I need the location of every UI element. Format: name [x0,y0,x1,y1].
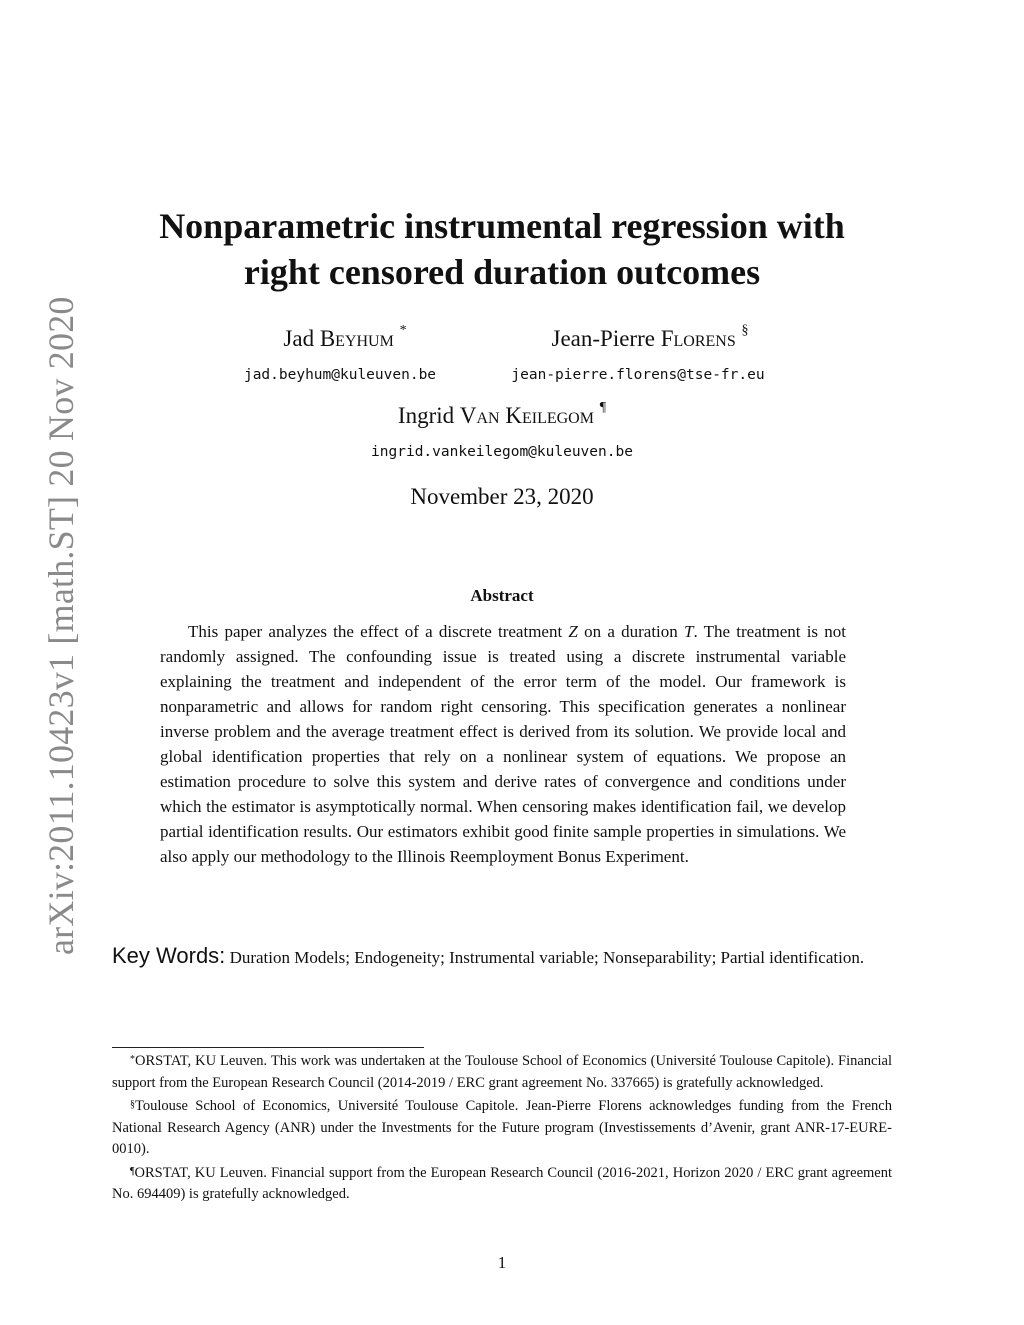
author-first-name: Jean-Pierre [551,326,655,351]
footnote-text: Toulouse School of Economics, Université Toulouse Capitole. Jean-Pierre Florens acknowledges funding from the French National Research Agency (ANR) under the Investments for the Future program (Investissements d’Avenir, grant ANR-17-EURE-0010). [112,1098,892,1157]
math-variable-z: Z [568,622,578,641]
author-beyhum [210,323,480,352]
footnote-text: ORSTAT, KU Leuven. This work was undertaken at the Toulouse School of Economics (Université Toulouse Capitole). Financial support from the European Research Council (2014-2019 / ERC grant agreement No. 337665) is gratefully acknowledged. [112,1053,892,1091]
author-first-name: Jad [283,326,315,351]
keywords [112,942,892,971]
author-email[interactable]: jad.beyhum@kuleuven.be [243,367,437,383]
author-last-name: Florens [660,326,736,351]
footnote-mark: § [130,1099,135,1110]
footnote-item [112,1163,892,1206]
footnote-item [112,1051,892,1094]
paper-title [100,203,904,295]
arxiv-identifier-stamp: arXiv:2011.10423v1 [math.ST] 20 Nov 2020 [41,296,81,955]
author-first-name: Ingrid [397,403,455,428]
title-line-1: Nonparametric instrumental regression with [159,206,845,246]
math-variable-t: T [684,622,694,641]
publication-date: November 23, 2020 [410,484,594,509]
footnote-text: ORSTAT, KU Leuven. Financial support from the European Research Council (2016-2021, Horizon 2020 / ERC grant agreement No. 694409) is gratefully acknowledged. [112,1164,892,1202]
keywords-label: Key Words: [112,943,226,968]
author-email[interactable]: ingrid.vankeilegom@kuleuven.be [371,444,633,460]
abstract-text-part: on a duration [577,622,684,641]
footnote-mark: * [130,1054,135,1065]
keywords-text: Duration Models; Endogeneity; Instrumental variable; Nonseparability; Partial identification. [225,948,865,967]
footnotes [112,1051,892,1208]
author-last-name: Beyhum [319,326,394,351]
footnote-mark: ¶ [130,1165,135,1177]
abstract-text [160,619,846,869]
author-florens [500,323,800,352]
abstract-text-part: This paper analyzes the effect of a discrete treatment [188,622,569,641]
author-last-name: Van Keilegom [459,403,594,428]
abstract-heading: Abstract [470,586,534,605]
title-line-2: right censored duration outcomes [243,252,761,292]
author-van-keilegom [250,400,754,429]
author-footnote-mark: ¶ [599,400,607,415]
abstract-text-part: . The treatment is not randomly assigned. The confounding issue is treated using a discrete instrumental variable explaining the treatment and independent of the error term of the model. Our framework is nonparametric and allows for random right censoring. This specification generates a nonlinear inverse problem and the average treatment effect is derived from its solution. We provide local and global identification properties that rely on a nonlinear system of equations. We propose an estimation procedure to solve this system and derive rates of convergence and conditions under which the estimator is asymptotically normal. When censoring makes identification fail, we develop partial identification results. Our estimators exhibit good finite sample properties in simulations. We also apply our methodology to the Illinois Reemployment Bonus Experiment. [160,622,846,866]
author-footnote-mark: * [399,323,407,338]
footnote-item [112,1096,892,1161]
author-email[interactable]: jean-pierre.florens@tse-fr.eu [511,367,765,383]
footnote-separator [112,1047,424,1048]
page-number: 1 [497,1253,507,1272]
author-footnote-mark: § [741,323,749,338]
